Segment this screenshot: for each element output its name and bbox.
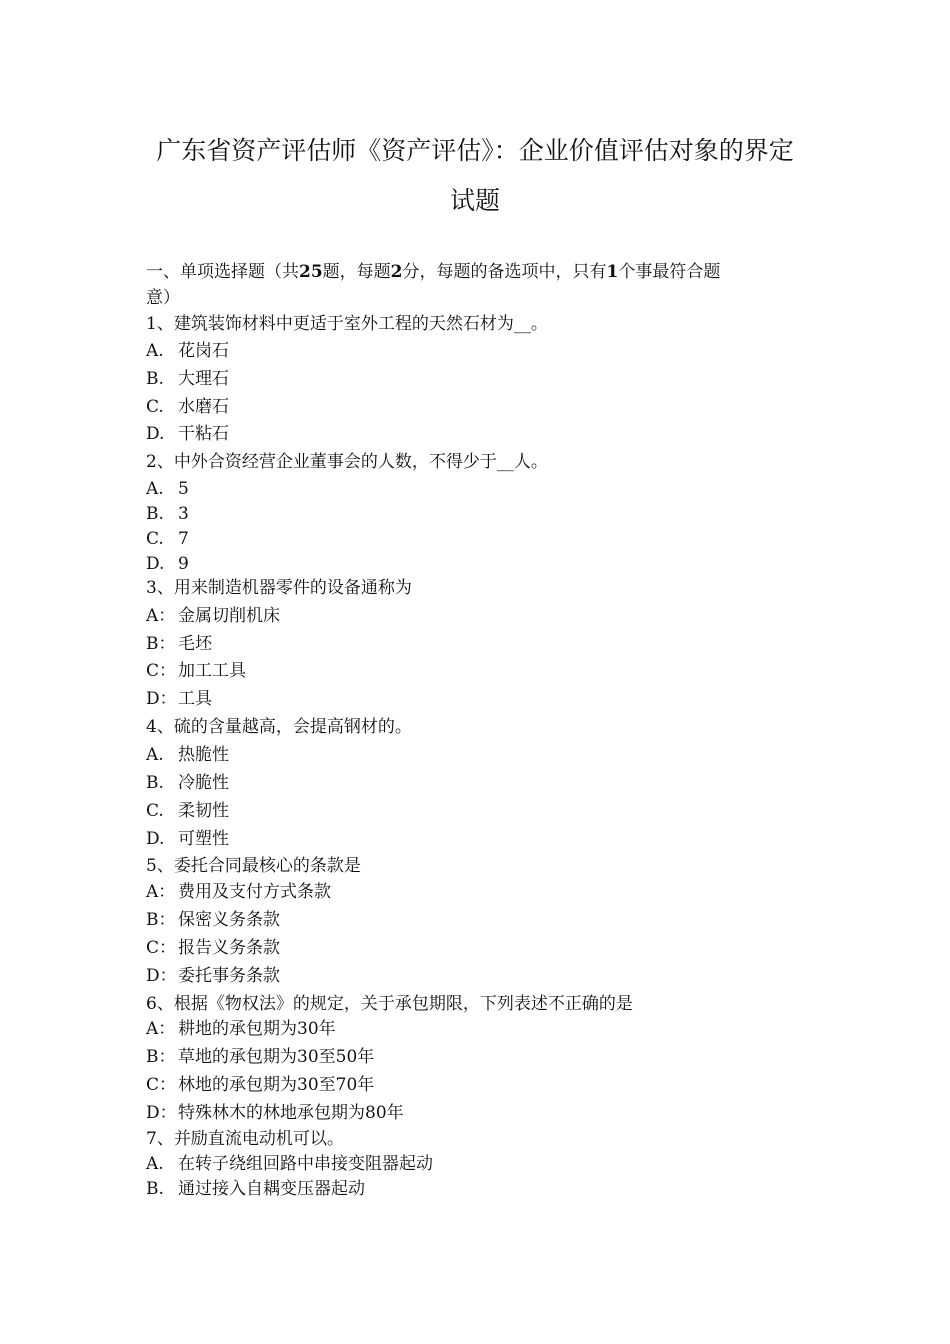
document-title-line-2: 试题	[449, 186, 500, 215]
option	[146, 397, 229, 417]
option-text: 热脆性	[178, 745, 229, 765]
option-letter: C：	[146, 938, 177, 958]
option	[146, 1154, 433, 1174]
option	[146, 341, 229, 361]
section-heading	[146, 262, 720, 282]
option-letter: A.	[146, 479, 164, 499]
option-text: 3	[178, 504, 189, 524]
option-letter: B.	[146, 369, 164, 389]
option-text: 委托事务条款	[178, 966, 280, 986]
option-letter: A：	[146, 606, 176, 626]
option	[146, 1019, 336, 1039]
option	[146, 424, 229, 444]
option-letter: B：	[146, 1047, 176, 1067]
option-text: 花岗石	[178, 341, 229, 361]
option-letter: C.	[146, 801, 164, 821]
option-letter: D：	[146, 1103, 177, 1123]
section-heading-text: 个事最符合题	[618, 262, 721, 282]
option-text: 特殊林木的林地承包期为80年	[178, 1103, 404, 1123]
option-letter: C：	[146, 1075, 177, 1095]
option	[146, 661, 246, 681]
option-text: 水磨石	[178, 397, 229, 417]
option	[146, 882, 331, 902]
option-letter: D：	[146, 689, 177, 709]
option	[146, 504, 189, 524]
option-text: 林地的承包期为30至70年	[178, 1075, 375, 1095]
option-letter: B.	[146, 1179, 164, 1199]
option	[146, 1075, 374, 1095]
option-text: 毛坯	[178, 634, 212, 654]
option	[146, 1179, 365, 1199]
points-per-question: 2	[390, 262, 403, 282]
option-letter: C：	[146, 661, 177, 681]
option-text: 保密义务条款	[178, 910, 280, 930]
option-letter: B：	[146, 910, 176, 930]
option-text: 9	[178, 554, 189, 574]
option	[146, 773, 229, 793]
section-heading-text: 一、单项选择题（共	[146, 262, 299, 282]
document-title-line-1: 广东省资产评估师《资产评估》：企业价值评估对象的界定	[156, 136, 794, 165]
option	[146, 1047, 374, 1067]
option	[146, 966, 280, 986]
question-stem: 6、根据《物权法》的规定，关于承包期限，下列表述不正确的是	[146, 994, 633, 1014]
question-stem: 4、硫的含量越高，会提高钢材的。	[146, 717, 412, 737]
option-letter: A：	[146, 882, 176, 902]
option-text: 7	[178, 529, 189, 549]
option-letter: B.	[146, 773, 164, 793]
option-text: 柔韧性	[178, 801, 229, 821]
section-heading-text: 分，每题的备选项中，只有	[402, 262, 607, 282]
option-letter: D：	[146, 966, 177, 986]
option-letter: A：	[146, 1019, 176, 1039]
option	[146, 910, 280, 930]
question-stem: 3、用来制造机器零件的设备通称为	[146, 578, 412, 598]
option-text: 报告义务条款	[178, 938, 280, 958]
option-text: 冷脆性	[178, 773, 229, 793]
option	[146, 829, 229, 849]
option-letter: C.	[146, 397, 164, 417]
question-stem: 1、建筑装饰材料中更适于室外工程的天然石材为__。	[146, 314, 548, 334]
option	[146, 529, 189, 549]
option-letter: D.	[146, 554, 165, 574]
option-text: 通过接入自耦变压器起动	[178, 1179, 365, 1199]
option	[146, 634, 212, 654]
option	[146, 479, 189, 499]
option-text: 工具	[178, 689, 212, 709]
option-text: 草地的承包期为30至50年	[178, 1047, 375, 1067]
option	[146, 1103, 404, 1123]
option	[146, 938, 280, 958]
option	[146, 554, 189, 574]
option	[146, 369, 229, 389]
question-count: 25	[299, 262, 323, 282]
option-text: 金属切削机床	[178, 606, 280, 626]
option-text: 干粘石	[178, 424, 229, 444]
option-text: 加工工具	[178, 661, 246, 681]
correct-answer-count: 1	[606, 262, 619, 282]
option	[146, 745, 229, 765]
question-stem: 5、委托合同最核心的条款是	[146, 856, 361, 876]
option-text: 费用及支付方式条款	[178, 882, 331, 902]
section-heading-continued: 意）	[146, 288, 180, 308]
option	[146, 606, 280, 626]
option-text: 5	[178, 479, 189, 499]
option-letter: D.	[146, 829, 165, 849]
option-letter: A.	[146, 1154, 164, 1174]
question-stem: 2、中外合资经营企业董事会的人数，不得少于__人。	[146, 452, 548, 472]
option	[146, 801, 229, 821]
option-letter: B.	[146, 504, 164, 524]
option	[146, 689, 212, 709]
option-text: 大理石	[178, 369, 229, 389]
option-text: 耕地的承包期为30年	[178, 1019, 336, 1039]
option-letter: A.	[146, 341, 164, 361]
option-letter: B：	[146, 634, 176, 654]
option-letter: D.	[146, 424, 165, 444]
option-text: 在转子绕组回路中串接变阻器起动	[178, 1154, 433, 1174]
option-letter: C.	[146, 529, 164, 549]
option-letter: A.	[146, 745, 164, 765]
option-text: 可塑性	[178, 829, 229, 849]
question-stem: 7、并励直流电动机可以。	[146, 1129, 344, 1149]
section-heading-text: 题，每题	[322, 262, 391, 282]
